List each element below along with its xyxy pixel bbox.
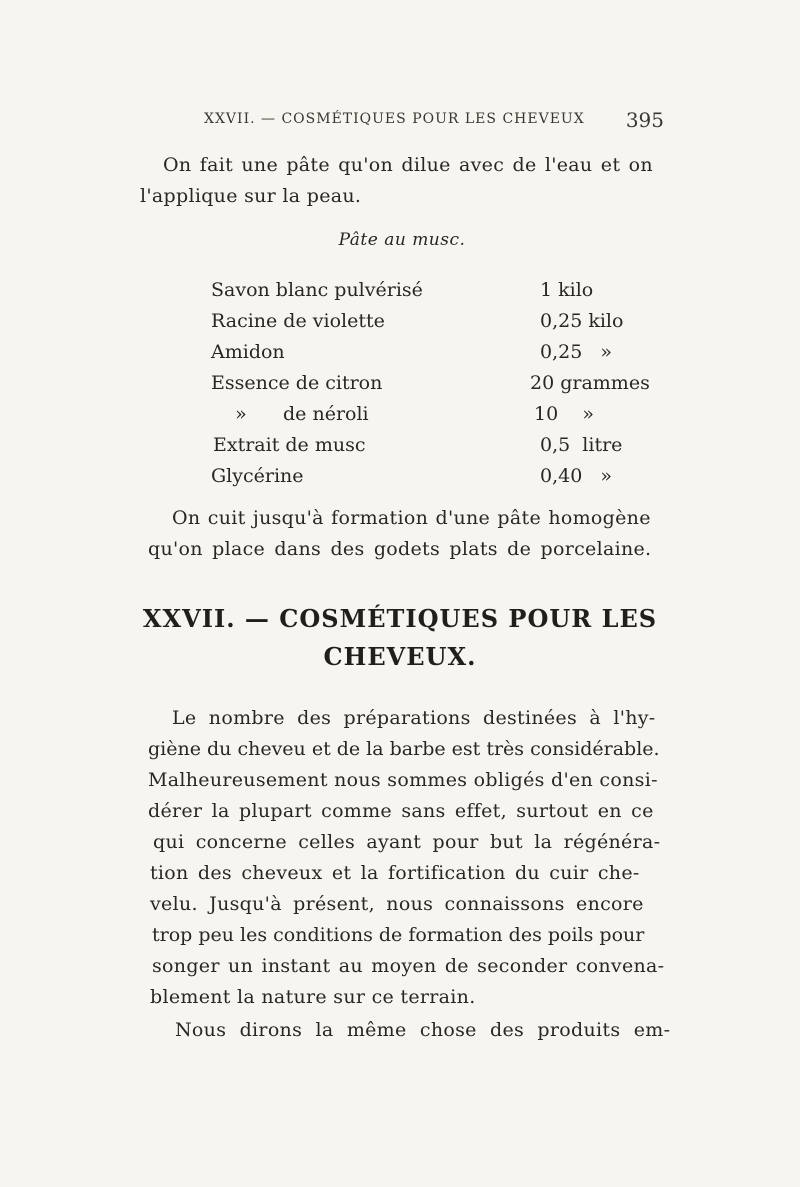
section-heading (0, 642, 800, 671)
text-line: qu'on place dans des godets plats de porcelaine. (148, 538, 652, 560)
text-line: tion des cheveux et la fortification du cuir che- (150, 862, 640, 884)
ingredient: » de néroli (211, 403, 369, 425)
quantity: 20 grammes (530, 372, 650, 394)
recipe-title: Pâte au musc. (338, 230, 466, 250)
ingredient: Amidon (211, 341, 285, 363)
recipe-row (0, 279, 800, 310)
section-heading-line: CHEVEUX. (323, 642, 477, 671)
running-title: XXVII. — COSMÉTIQUES POUR LES CHEVEUX (204, 111, 585, 127)
quantity: 0,25 » (540, 341, 613, 363)
text-line: Le nombre des préparations destinées à l'hy- (172, 707, 656, 729)
ingredient: Savon blanc pulvérisé (211, 279, 423, 301)
quantity: 0,40 » (540, 465, 613, 487)
recipe-row (0, 465, 800, 496)
text-line: giène du cheveu et de la barbe est très considérable. (148, 738, 660, 760)
recipe-row (0, 341, 800, 372)
ingredient: Extrait de musc (213, 434, 366, 456)
recipe-row (0, 310, 800, 341)
text-line: On cuit jusqu'à formation d'une pâte homogène (172, 507, 651, 529)
ingredient: Essence de citron (211, 372, 383, 394)
text-line: On fait une pâte qu'on dilue avec de l'eau et on (163, 154, 653, 176)
text-line: Malheureusement nous sommes obligés d'en consi- (148, 769, 658, 791)
recipe-row (0, 403, 800, 434)
section-heading-line: XXVII. — COSMÉTIQUES POUR LES (142, 604, 658, 633)
quantity: 0,25 kilo (540, 310, 624, 332)
section-heading (0, 604, 800, 633)
text-line: trop peu les conditions de formation des poils pour (152, 924, 645, 946)
quantity: 1 kilo (540, 279, 594, 301)
text-line: dérer la plupart comme sans effet, surtout en ce (148, 800, 654, 822)
text-line: blement la nature sur ce terrain. (150, 986, 476, 1008)
page-number: 395 (625, 108, 664, 132)
text-line: velu. Jusqu'à présent, nous connaissons encore (150, 893, 644, 915)
ingredient: Glycérine (211, 465, 304, 487)
ingredient: Racine de violette (211, 310, 385, 332)
recipe-row (0, 434, 800, 465)
quantity: 10 » (534, 403, 594, 425)
recipe-row (0, 372, 800, 403)
text-line: songer un instant au moyen de seconder convena- (152, 955, 665, 977)
text-line: qui concerne celles ayant pour but la régénéra- (153, 831, 661, 853)
quantity: 0,5 litre (540, 434, 623, 456)
running-head (204, 108, 664, 132)
text-line: Nous dirons la même chose des produits em- (175, 1019, 671, 1041)
text-line: l'applique sur la peau. (140, 185, 362, 207)
